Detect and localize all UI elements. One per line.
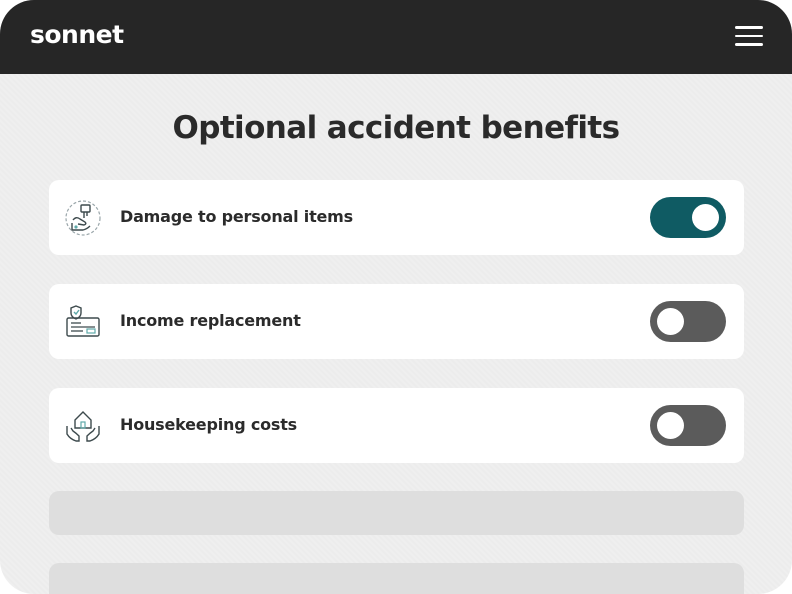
housekeeping-icon	[63, 406, 103, 446]
benefit-card-income-replacement	[49, 284, 744, 359]
personal-items-toggle[interactable]	[650, 197, 726, 238]
toggle-knob	[692, 204, 719, 231]
top-navigation-bar	[0, 0, 792, 74]
loading-placeholder	[49, 563, 744, 594]
personal-items-icon	[63, 198, 103, 238]
benefit-card-housekeeping	[49, 388, 744, 463]
benefit-label: Housekeeping costs	[120, 415, 297, 434]
income-replacement-toggle[interactable]	[650, 301, 726, 342]
housekeeping-toggle[interactable]	[650, 405, 726, 446]
income-replacement-icon	[63, 302, 103, 342]
menu-line	[735, 35, 763, 38]
benefit-label: Damage to personal items	[120, 207, 353, 226]
toggle-knob	[657, 412, 684, 439]
menu-line	[735, 43, 763, 46]
hamburger-menu-icon[interactable]	[735, 25, 763, 47]
loading-placeholder	[49, 491, 744, 535]
toggle-knob	[657, 308, 684, 335]
menu-line	[735, 26, 763, 29]
benefit-card-personal-items	[49, 180, 744, 255]
sonnet-logo[interactable]: sonnet	[30, 20, 124, 49]
page-title: Optional accident benefits	[172, 110, 620, 146]
benefit-label: Income replacement	[120, 311, 301, 330]
